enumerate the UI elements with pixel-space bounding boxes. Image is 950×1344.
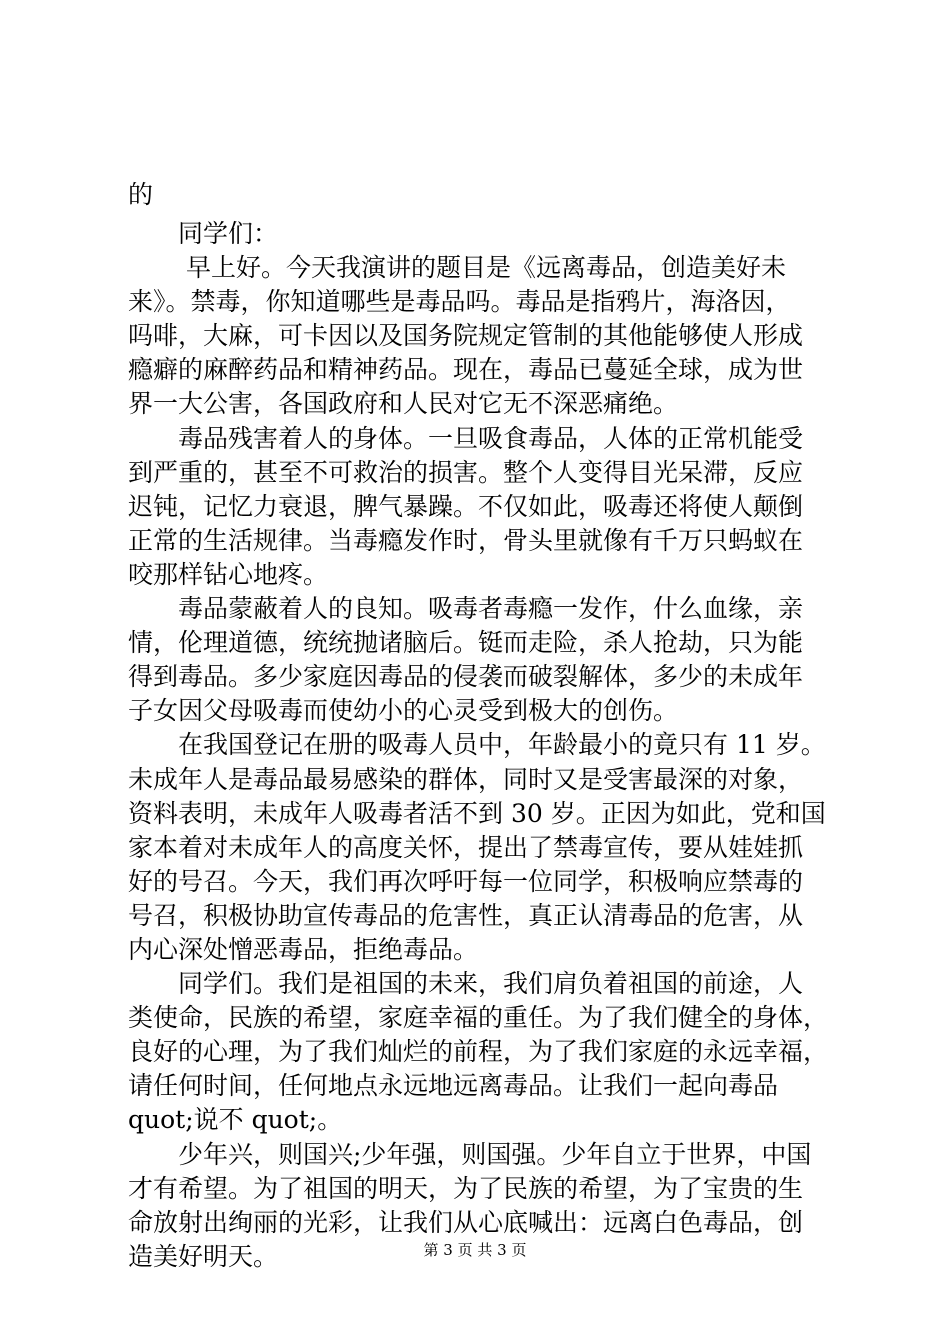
text-line: 造美好明天。 (128, 1241, 279, 1271)
text-line: 到严重的，甚至不可救治的损害。整个人变得目光呆滞，反应 (128, 457, 804, 487)
page-footer: 第 3 页 共 3 页 (423, 1241, 527, 1259)
text-line: 号召，积极协助宣传毒品的危害性，真正认清毒品的危害，从 (128, 900, 804, 930)
text-line: 良好的心理，为了我们灿烂的前程，为了我们家庭的永远幸福， (128, 1037, 828, 1067)
text-line: 命放射出绚丽的光彩，让我们从心底喊出：远离白色毒品，创 (128, 1207, 804, 1237)
text-line: 类使命，民族的希望，家庭幸福的重任。为了我们健全的身体， (128, 1003, 828, 1033)
text-line: 毒品残害着人的身体。一旦吸食毒品，人体的正常机能受 (128, 423, 804, 453)
text-line: 好的号召。今天，我们再次呼吁每一位同学，积极响应禁毒的 (128, 866, 804, 896)
text-line: 毒品蒙蔽着人的良知。吸毒者毒瘾一发作，什么血缘，亲 (128, 594, 804, 624)
text-line: 瘾癖的麻醉药品和精神药品。现在，毒品已蔓延全球，成为世 (128, 355, 804, 385)
document-body (128, 172, 828, 1274)
text-line: 内心深处憎恶毒品，拒绝毒品。 (128, 934, 479, 964)
text-line: 咬那样钻心地疼。 (128, 559, 329, 589)
text-line: 子女因父母吸毒而使幼小的心灵受到极大的创伤。 (128, 696, 679, 726)
text-line: 请任何时间，任何地点永远地远离毒品。让我们一起向毒品 (128, 1071, 779, 1101)
text-line: 正常的生活规律。当毒瘾发作时，骨头里就像有千万只蚂蚁在 (128, 525, 804, 555)
text-line: 在我国登记在册的吸毒人员中，年龄最小的竟只有 11 岁。 (128, 730, 826, 760)
text-line: quot;说不 quot;。 (128, 1105, 343, 1135)
text-line: 未成年人是毒品最易感染的群体，同时又是受害最深的对象， (128, 764, 804, 794)
text-line: 来》。禁毒，你知道哪些是毒品吗。毒品是指鸦片，海洛因， (128, 287, 791, 317)
text-line: 早上好。今天我演讲的题目是《远离毒品，创造美好未 (128, 253, 786, 283)
text-line: 吗啡，大麻，可卡因以及国务院规定管制的其他能够使人形成 (128, 321, 804, 351)
text-line: 的 (128, 180, 154, 209)
text-line: 家本着对未成年人的高度关怀，提出了禁毒宣传，要从娃娃抓 (128, 832, 804, 862)
text-line: 才有希望。为了祖国的明天，为了民族的希望，为了宝贵的生 (128, 1173, 804, 1203)
text-line: 同学们。我们是祖国的未来，我们肩负着祖国的前途，人 (128, 969, 804, 999)
text-line: 得到毒品。多少家庭因毒品的侵袭而破裂解体，多少的未成年 (128, 662, 804, 692)
text-line: 情，伦理道德，统统抛诸脑后。铤而走险，杀人抢劫，只为能 (128, 628, 804, 658)
text-line: 同学们： (128, 219, 279, 248)
text-line: 资料表明，未成年人吸毒者活不到 30 岁。正因为如此，党和国 (128, 798, 826, 828)
text-line: 界一大公害，各国政府和人民对它无不深恶痛绝。 (128, 389, 679, 419)
text-line: 少年兴，则国兴;少年强，则国强。少年自立于世界，中国 (128, 1139, 812, 1169)
text-line: 迟钝，记忆力衰退，脾气暴躁。不仅如此，吸毒还将使人颠倒 (128, 491, 804, 521)
